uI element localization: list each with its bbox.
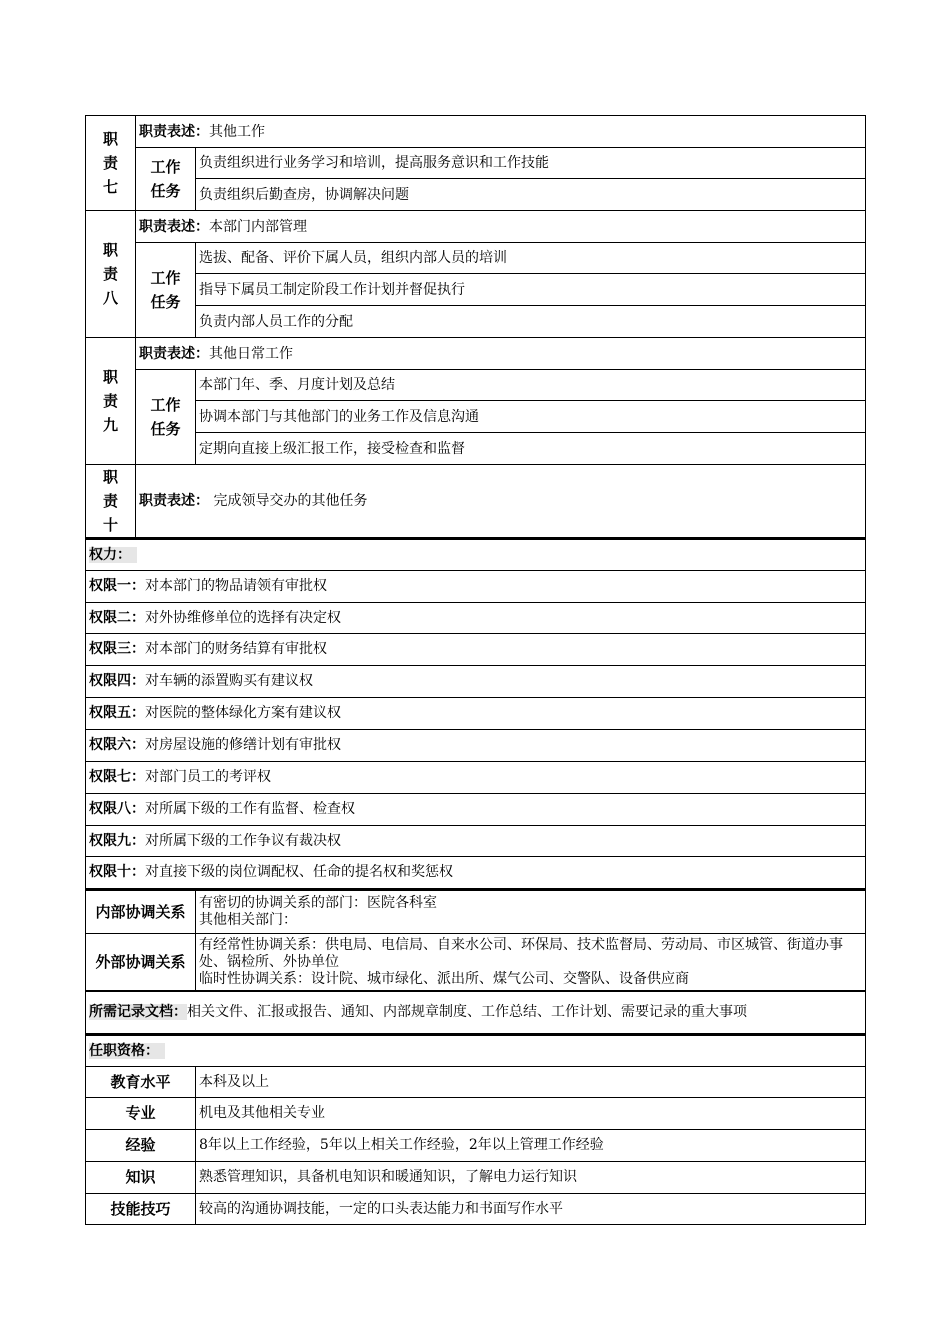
duty-7-desc-row [86,116,866,148]
qualification-label: 专业 [86,1097,196,1129]
authority-item: 权限七：对部门员工的考评权 [86,761,866,793]
duty-7-label: 职 责 七 [86,116,136,211]
qualification-value: 机电及其他相关专业 [196,1097,866,1129]
authority-item: 权限二：对外协维修单位的选择有决定权 [86,602,866,633]
duty-8-label: 职 责 八 [86,211,136,338]
authority-title: 权力： [86,539,866,570]
duty-8-desc: 职责表述：本部门内部管理 [136,211,866,243]
authority-item: 权限一：对本部门的物品请领有审批权 [86,570,866,602]
authority-item: 权限十：对直接下级的岗位调配权、任命的提名权和奖惩权 [86,856,866,888]
authority-item: 权限八：对所属下级的工作有监督、检查权 [86,793,866,825]
duty-7-task-2: 负责组织后勤查房，协调解决问题 [196,179,866,211]
internal-coordination-label: 内部协调关系 [86,890,196,934]
qualification-value: 8年以上工作经验，5年以上相关工作经验，2年以上管理工作经验 [196,1129,866,1161]
duty-10-label: 职 责 十 [86,465,136,538]
duty-8-task-3: 负责内部人员工作的分配 [196,306,866,338]
authority-item: 权限四：对车辆的添置购买有建议权 [86,665,866,697]
qualification-label: 技能技巧 [86,1193,196,1224]
coordination-table [85,889,866,992]
duty-8-task-1: 选拔、配备、评价下属人员，组织内部人员的培训 [196,243,866,274]
duty-7-task-label: 工作 任务 [136,148,196,211]
authority-item: 权限六：对房屋设施的修缮计划有审批权 [86,729,866,761]
duty-8-task-label: 工作 任务 [136,243,196,338]
duty-9-task-label: 工作 任务 [136,370,196,465]
records-row: 所需记录文档：相关文件、汇报或报告、通知、内部规章制度、工作总结、工作计划、需要记录的重大事项 [86,992,866,1034]
qualification-table [85,1034,866,1225]
authority-item: 权限五：对医院的整体绿化方案有建议权 [86,697,866,729]
duty-9-task-3: 定期向直接上级汇报工作，接受检查和监督 [196,433,866,465]
qualification-value: 本科及以上 [196,1066,866,1097]
duty-9-task-1: 本部门年、季、月度计划及总结 [196,370,866,401]
external-coordination-label: 外部协调关系 [86,934,196,991]
duty-7-desc: 职责表述：其他工作 [136,116,866,148]
qualification-title: 任职资格： [86,1035,866,1066]
authority-item: 权限三：对本部门的财务结算有审批权 [86,633,866,665]
job-description-sheet [85,115,866,1225]
records-table [85,991,866,1034]
duty-9-task-2: 协调本部门与其他部门的业务工作及信息沟通 [196,401,866,433]
duty-9-label: 职 责 九 [86,338,136,465]
duty-9-desc: 职责表述：其他日常工作 [136,338,866,370]
duties-table [85,115,866,538]
qualification-label: 知识 [86,1161,196,1193]
authority-item: 权限九：对所属下级的工作争议有裁决权 [86,825,866,856]
qualification-value: 熟悉管理知识，具备机电知识和暖通知识，了解电力运行知识 [196,1161,866,1193]
qualification-label: 教育水平 [86,1066,196,1097]
authority-table [85,538,866,889]
internal-coordination-text: 有密切的协调关系的部门：医院各科室 其他相关部门： [196,890,866,934]
duty-8-task-2: 指导下属员工制定阶段工作计划并督促执行 [196,274,866,306]
duty-7-task-1: 负责组织进行业务学习和培训，提高服务意识和工作技能 [196,148,866,179]
qualification-label: 经验 [86,1129,196,1161]
external-coordination-text: 有经常性协调关系：供电局、电信局、自来水公司、环保局、技术监督局、劳动局、市区城管、街道办事处、锅检所、外协单位 临时性协调关系：设计院、城市绿化、派出所、煤气公司、交警队、设备供应商 [196,934,866,991]
duty-10-desc: 职责表述： 完成领导交办的其他任务 [136,465,866,538]
qualification-value: 较高的沟通协调技能，一定的口头表达能力和书面写作水平 [196,1193,866,1224]
